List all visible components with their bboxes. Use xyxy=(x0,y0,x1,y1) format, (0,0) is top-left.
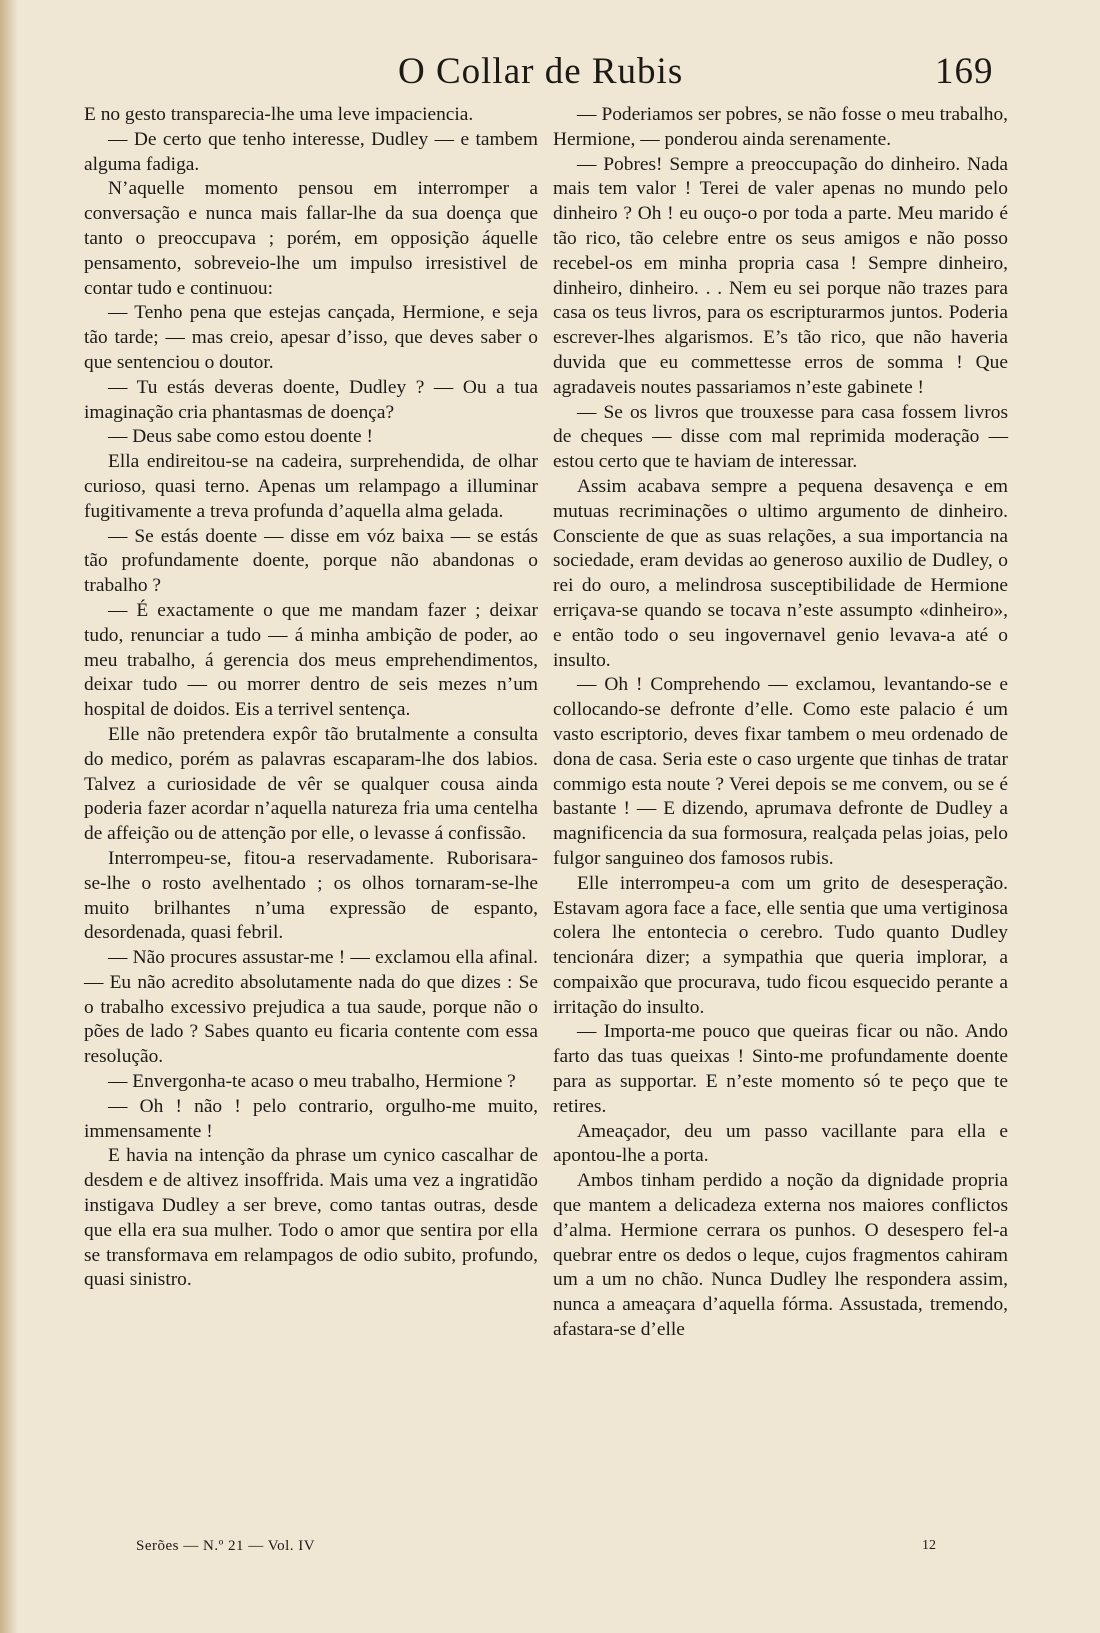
paragraph: Assim acabava sempre a pequena desavença e em mutuas recriminações o ultimo argumento de dinheiro. Consciente de que as suas relações, a sua importancia na sociedade, eram devidas ao generoso auxilio de Dudley, o rei do ouro, a melindrosa susceptibilidade de Hermione erriçava-se quando se tocava n’este assumpto «dinheiro», e então todo o seu ingovernavel genio levava-a até o insulto. xyxy=(553,475,1008,671)
paragraph: — Se os livros que trouxesse para casa fossem livros de cheques — disse com mal reprimida moderação — estou certo que te haviam de interessar. xyxy=(553,401,1008,473)
paragraph: Elle não pretendera expôr tão brutalmente a consulta do medico, porém as palavras escaparam-lhe dos labios. Talvez a curiosidade de vêr se qualquer cousa ainda poderia fazer acordar n’aquella natureza fria uma centelha de affeição ou de attenção por elle, o levasse á confissão. xyxy=(84,723,538,845)
paragraph: — Importa-me pouco que queiras ficar ou não. Ando farto das tuas queixas ! Sinto-me profundamente doente para as supportar. E n’este momento só te peço que te retires. xyxy=(553,1021,1008,1117)
paragraph: Ambos tinham perdido a noção da dignidade propria que mantem a delicadeza externa nos maiores conflictos d’alma. Hermione cerrara os punhos. O desespero fel-a quebrar entre os dedos o leque, cujos fragmentos cahiram um a um no chão. Nunca Dudley lhe respondera assim, nunca a ameaçara d’aquella fórma. Assustada, tremendo, afastara-se d’elle xyxy=(553,1170,1008,1341)
paragraph: — Poderiamos ser pobres, se não fosse o meu trabalho, Hermione, — ponderou ainda serenamente. xyxy=(553,104,1008,150)
paragraph: — Pobres! Sempre a preoccupação do dinheiro. Nada mais tem valor ! Terei de valer apenas no mundo pelo dinheiro ? Oh ! eu ouço-o por toda a parte. Meu marido é tão rico, tão celebre entre os seus amigos e não posso recebel-os em minha propria casa ! Sempre dinheiro, dinheiro, dinheiro. . . Nem eu sei porque não trazes para casa os teus livros, para os escripturarmos juntos. Poderia escrever-lhes algarismos. E’s tão rico, que não haveria duvida que eu commettesse erros de somma ! Que agradaveis noutes passariamos n’este gabinete ! xyxy=(553,153,1008,398)
footer-sheet-number: 12 xyxy=(922,1538,936,1553)
paragraph: E no gesto transparecia-lhe uma leve impaciencia. xyxy=(84,104,474,125)
paragraph: — Oh ! não ! pelo contrario, orgulho-me muito, immensamente ! xyxy=(84,1095,538,1142)
paragraph: — Oh ! Comprehendo — exclamou, levantando-se e collocando-se defronte d’elle. Como este palacio é um vasto escriptorio, deves fixar tambem o meu ordenado de dona de casa. Seria este o caso urgente que tinhas de tratar commigo esta noute ? Verei depois se me convem, ou se é bastante ! — E dizendo, aprumava defronte de Dudley a magnificencia da sua formosura, realçada pelas joias, pelo fulgor sanguineo dos famosos rubis. xyxy=(553,674,1008,869)
running-title: O Collar de Rubis xyxy=(398,51,684,92)
paragraph: — É exactamente o que me mandam fazer ; deixar tudo, renunciar a tudo — á minha ambição de poder, ao meu trabalho, á gerencia dos meus emprehendimentos, deixar tudo — ou morrer dentro de seis mezes n’um hospital de doidos. Eis a terrivel sentença. xyxy=(84,599,538,721)
paragraph: Ella endireitou-se na cadeira, surprehendida, de olhar curioso, quasi terno. Apenas um relampago a illuminar fugitivamente a treva profunda d’aquella alma gelada. xyxy=(84,451,538,522)
paragraph: N’aquelle momento pensou em interromper a conversação e nunca mais fallar-lhe da sua doença que tanto o preoccupava ; porém, em opposição áquelle pensamento, sobreveio-lhe um impulso irresistivel de contar tudo e continuou: xyxy=(84,178,538,299)
running-header xyxy=(0,46,1100,106)
left-text-column xyxy=(84,103,538,1293)
page-edge-stain xyxy=(0,0,18,1633)
right-text-column xyxy=(553,103,1008,1343)
paragraph: Ameaçador, deu um passo vacillante para ella e apontou-lhe a porta. xyxy=(553,1120,1008,1167)
paragraph: E havia na intenção da phrase um cynico cascalhar de desdem e de altivez insoffrida. Mais uma vez a ingratidão instigava Dudley a ser breve, como tantas outras, desde que ella era sua mulher. Todo o amor que sentira por ella se transformava em relampagos de odio subito, profundo, quasi sinistro. xyxy=(84,1145,538,1291)
paragraph: — Tu estás deveras doente, Dudley ? — Ou a tua imaginação cria phantasmas de doença? xyxy=(84,376,538,423)
footer-signature: Serões — N.º 21 — Vol. IV xyxy=(136,1538,316,1554)
paragraph: — Não procures assustar-me ! — exclamou ella afinal. — Eu não acredito absolutamente nada do que dizes : Se o trabalho excessivo prejudica a tua saude, porque não o pões de lado ? Sabes quanto eu ficaria contente com essa resolução. xyxy=(84,947,538,1068)
paragraph: Interrompeu-se, fitou-a reservadamente. Ruborisara-se-lhe o rosto avelhentado ; os olhos tornaram-se-lhe muito brilhantes n’uma expressão de espanto, desordenada, quasi febril. xyxy=(84,847,538,944)
paragraph: — Deus sabe como estou doente ! xyxy=(108,426,373,448)
paragraph: — De certo que tenho interesse, Dudley — e tambem alguma fadiga. xyxy=(84,128,538,175)
paragraph: Elle interrompeu-a com um grito de desesperação. Estavam agora face a face, elle sentia que uma vertiginosa colera lhe entontecia o cerebro. Tudo quanto Dudley tencionára dizer; a sympathia que queria implorar, a compaixão que procurava, tudo ficou esquecido perante a irritação do insulto. xyxy=(553,872,1008,1018)
page-number: 169 xyxy=(935,51,994,92)
paragraph: — Envergonha-te acaso o meu trabalho, Hermione ? xyxy=(108,1071,516,1093)
paragraph: — Se estás doente — disse em vóz baixa — se estás tão profundamente doente, porque não abandonas o trabalho ? xyxy=(84,525,538,597)
paragraph: — Tenho pena que estejas cançada, Hermione, e seja tão tarde; — mas creio, apesar d’isso, que deves saber o que sentenciou o doutor. xyxy=(84,302,538,373)
